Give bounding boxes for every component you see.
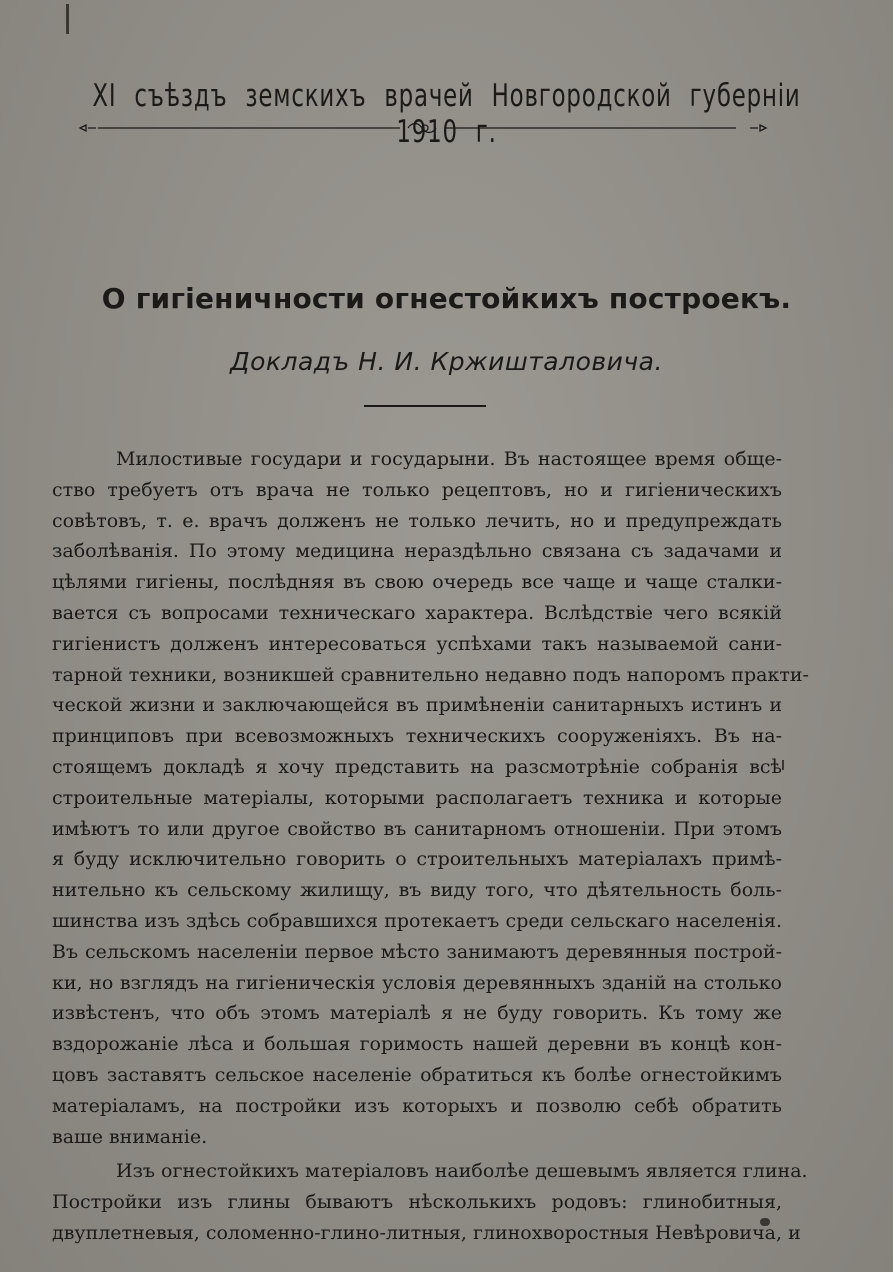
article-body xyxy=(52,444,809,1249)
ink-mark xyxy=(66,4,69,34)
text-line: двуплетневыя, соломенно-глино-литныя, глинохворостныя Невѣровича, и xyxy=(52,1221,801,1244)
paragraph-2 xyxy=(52,1156,808,1248)
text-line: нительно къ сельскому жилищу, въ виду того, что дѣятельность боль- xyxy=(52,879,782,902)
title-divider xyxy=(364,405,486,407)
article-author: Докладъ Н. И. Кржишталовича. xyxy=(230,347,663,376)
text-line: ваше вниманіе. xyxy=(52,1125,208,1148)
ink-mark xyxy=(782,760,784,770)
text-line: Милостивые государи и государыни. Въ настоящее время обще- xyxy=(116,448,782,470)
text-line: Въ сельскомъ населеніи первое мѣсто занимаютъ деревянныя построй- xyxy=(52,940,782,963)
text-line: гигіенистъ долженъ интересоваться успѣхами такъ называемой сани- xyxy=(52,632,782,655)
text-line: имѣютъ то или другое свойство въ санитарномъ отношеніи. При этомъ xyxy=(52,817,782,840)
text-line: вздорожаніе лѣса и большая горимость нашей деревни въ концѣ кон- xyxy=(52,1033,782,1056)
text-line: я буду исключительно говорить о строительныхъ матеріалахъ примѣ- xyxy=(52,848,782,871)
article-title: О гигіеничности огнестойкихъ построекъ. xyxy=(101,282,792,315)
text-line: строительные матеріалы, которыми располагаетъ техника и которые xyxy=(52,786,782,809)
text-line: тарной техники, возникшей сравнительно недавно подъ напоромъ практи- xyxy=(52,663,809,686)
text-line: Изъ огнестойкихъ матеріаловъ наиболѣе дешевымъ является глина. xyxy=(116,1160,808,1183)
text-line: извѣстенъ, что объ этомъ матеріалѣ я не буду говорить. Къ тому же xyxy=(52,1002,782,1025)
text-line: совѣтовъ, т. е. врачъ долженъ не только лечить, но и предупреждать xyxy=(52,509,782,532)
text-line: ческой жизни и заключающейся въ примѣненіи санитарныхъ истинъ и xyxy=(52,694,782,717)
text-line: матеріаламъ, на постройки изъ которыхъ и позволю себѣ обратить xyxy=(52,1094,782,1117)
text-line: ство требуетъ отъ врача не только рецептовъ, но и гигіеническихъ xyxy=(52,478,782,501)
text-line: шинства изъ здѣсь собравшихся протекаетъ среди сельскаго населенія. xyxy=(52,909,782,932)
text-line: Постройки изъ глины бываютъ нѣсколькихъ родовъ: глинобитныя, xyxy=(52,1191,782,1214)
text-line: цѣлями гигіены, послѣдняя въ свою очередь все чаще и чаще сталки- xyxy=(52,571,782,594)
journal-header: XI съѣздъ земскихъ врачей Новгородской губерніи 1910 г. xyxy=(92,78,801,150)
text-line: вается съ вопросами техническаго характера. Вслѣдствіе чего всякій xyxy=(52,601,782,624)
text-line: заболѣванія. По этому медицина нераздѣльно связана съ задачами и xyxy=(52,540,782,563)
text-line: стоящемъ докладѣ я хочу представить на разсмотрѣніе собранія всѣ xyxy=(52,755,782,778)
text-line: ки, но взглядъ на гигіеническія условія деревянныхъ зданій на столько xyxy=(52,971,782,994)
text-line: принциповъ при всевозможныхъ техническихъ сооруженіяхъ. Въ на- xyxy=(52,725,782,748)
ornamental-rule xyxy=(78,120,768,136)
text-line: цовъ заставятъ сельское населеніе обратиться къ болѣе огнестойкимъ xyxy=(52,1063,782,1086)
